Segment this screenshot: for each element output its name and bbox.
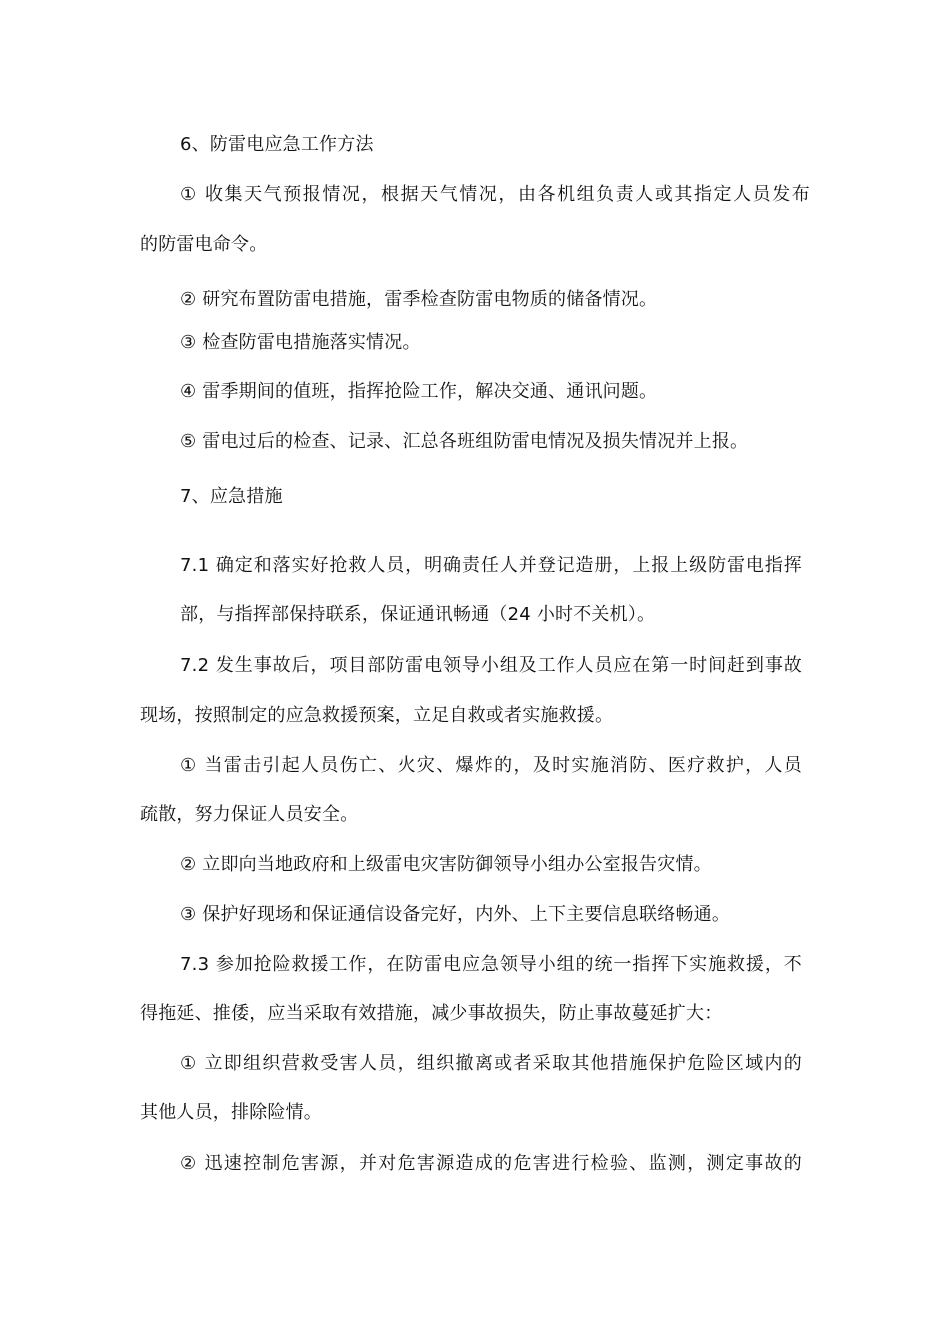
paragraph-line: 其他人员，排除险情。 [140, 1102, 322, 1123]
paragraph-line: 的防雷电命令。 [140, 234, 268, 255]
paragraph-line: 7.1 确定和落实好抢救人员，明确责任人并登记造册，上报上级防雷电指挥 [180, 555, 802, 576]
paragraph-line: 7.3 参加抢险救援工作，在防雷电应急领导小组的统一指挥下实施救援，不 [180, 954, 802, 975]
paragraph-line: 疏散，努力保证人员安全。 [140, 804, 359, 825]
paragraph-line: ④ 雷季期间的值班，指挥抢险工作，解决交通、通讯问题。 [180, 381, 658, 402]
paragraph-line: ① 收集天气预报情况，根据天气情况，由各机组负责人或其指定人员发布 [180, 184, 810, 205]
paragraph-line: 7.2 发生事故后，项目部防雷电领导小组及工作人员应在第一时间赶到事故 [180, 655, 802, 676]
paragraph-line: 得拖延、推倭，应当采取有效措施，减少事故损失，防止事故蔓延扩大： [140, 1003, 723, 1024]
paragraph-line: ② 迅速控制危害源，并对危害源造成的危害进行检验、监测，测定事故的 [180, 1153, 802, 1174]
paragraph-line: ② 立即向当地政府和上级雷电灾害防御领导小组办公室报告灾情。 [180, 854, 712, 875]
paragraph-line: 部，与指挥部保持联系，保证通讯畅通（24 小时不关机）。 [180, 604, 656, 625]
paragraph-line: ① 当雷击引起人员伤亡、火灾、爆炸的，及时实施消防、医疗救护，人员 [180, 755, 802, 776]
section-heading-6: 6、防雷电应急工作方法 [180, 134, 374, 155]
paragraph-line: ③ 保护好现场和保证通信设备完好，内外、上下主要信息联络畅通。 [180, 904, 731, 925]
paragraph-line: ② 研究布置防雷电措施，雷季检查防雷电物质的储备情况。 [180, 289, 658, 310]
paragraph-line: ③ 检查防雷电措施落实情况。 [180, 332, 421, 353]
paragraph-line: 现场，按照制定的应急救援预案，立足自救或者实施救援。 [140, 705, 614, 726]
section-heading-7: 7、应急措施 [180, 486, 283, 507]
paragraph-line: ⑤ 雷电过后的检查、记录、汇总各班组防雷电情况及损失情况并上报。 [180, 431, 749, 452]
paragraph-line: ① 立即组织营救受害人员，组织撤离或者采取其他措施保护危险区域内的 [180, 1053, 802, 1074]
